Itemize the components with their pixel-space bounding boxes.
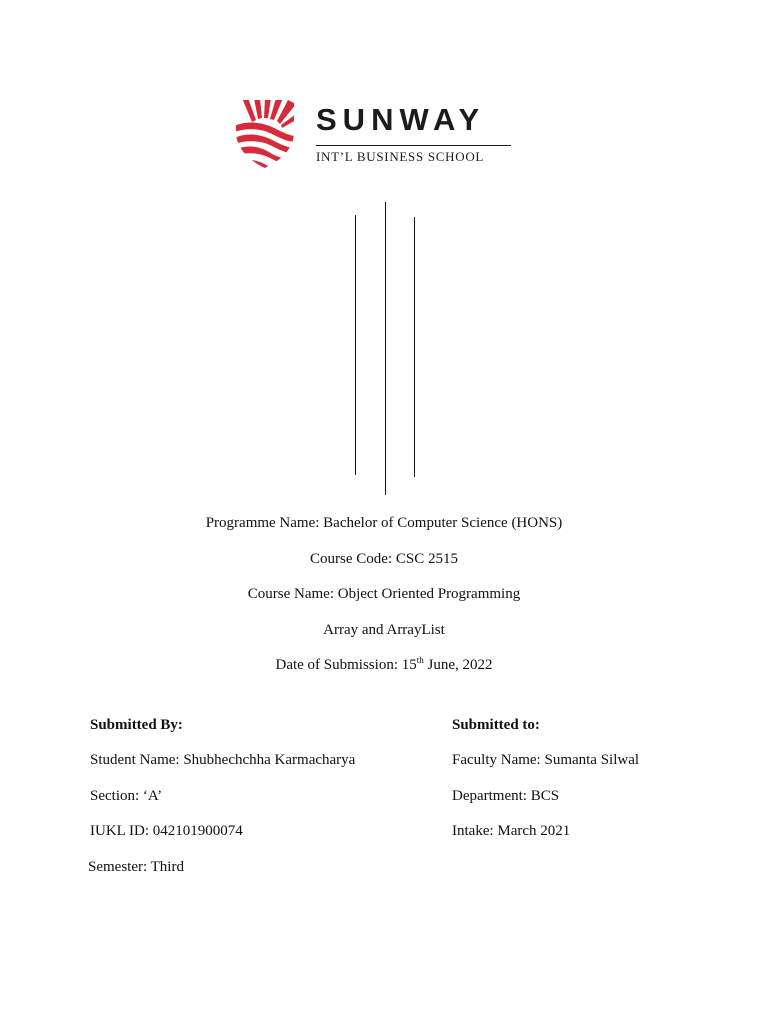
- section: Section: ‘A’: [90, 788, 163, 804]
- assignment-title: Array and ArrayList: [323, 622, 445, 638]
- logo-subtitle: INT’L BUSINESS SCHOOL: [316, 149, 485, 164]
- decorative-line-right: [414, 217, 415, 477]
- submission-date-ordinal: th: [416, 655, 424, 665]
- submitted-by-heading: Submitted By:: [90, 717, 183, 733]
- department: Department: BCS: [452, 788, 560, 804]
- faculty-name: Faculty Name: Sumanta Silwal: [452, 752, 640, 768]
- submission-date-suffix: June, 2022: [423, 657, 493, 673]
- sunway-logo: [234, 98, 514, 170]
- decorative-line-center: [385, 202, 386, 495]
- submitted-to-heading: Submitted to:: [452, 717, 540, 733]
- submission-date: [0, 656, 768, 674]
- semester: Semester: Third: [88, 859, 184, 875]
- submission-date-prefix: Date of Submission: 15: [275, 657, 417, 673]
- course-name: Course Name: Object Oriented Programming: [247, 586, 521, 602]
- logo-divider: [316, 145, 511, 146]
- logo-brand-name: SUNWAY: [316, 102, 486, 137]
- course-code: Course Code: CSC 2515: [310, 551, 458, 567]
- intake: Intake: March 2021: [452, 823, 571, 839]
- student-name: Student Name: Shubhechchha Karmacharya: [90, 752, 356, 768]
- sunway-emblem-icon: [234, 98, 296, 170]
- decorative-line-left: [355, 215, 356, 475]
- programme-name: Programme Name: Bachelor of Computer Science (HONS): [205, 515, 563, 531]
- iukl-id: IUKL ID: 042101900074: [90, 823, 243, 839]
